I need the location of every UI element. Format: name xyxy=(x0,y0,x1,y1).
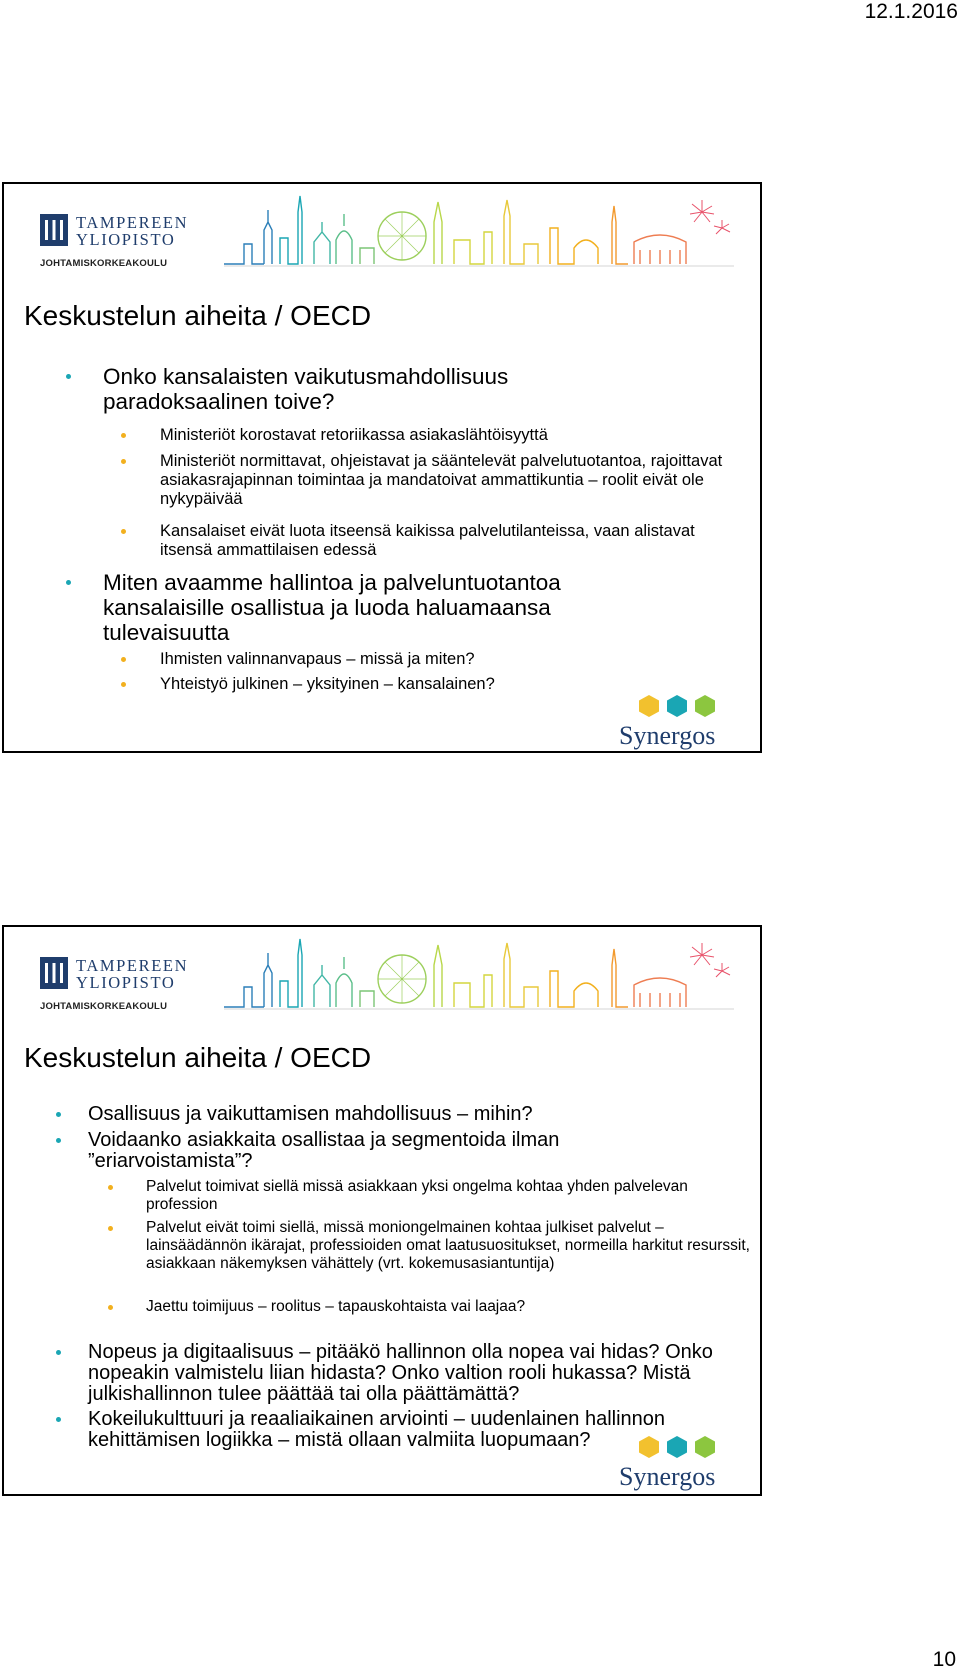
logo-line-2: YLIOPISTO xyxy=(76,230,176,249)
city-skyline-illustration xyxy=(224,935,734,1017)
synergos-wordmark: Synergos xyxy=(619,721,716,750)
logo-unit: JOHTAMISKORKEAKOULU xyxy=(40,1001,168,1012)
bullet-dot-icon xyxy=(108,1226,113,1231)
synergos-logo xyxy=(619,694,739,750)
list-item-text: Nopeus ja digitaalisuus – pitääkö hallinnon olla nopea vai hidas? Onko nopeakin valmistelu liian hidasta? Onko valtion rooli hukassa? Mistä julkishallinnon tulee päättää tai olla päättämättä? xyxy=(88,1341,713,1405)
list-item-text: Onko kansalaisten vaikutusmahdollisuus paradoksaalinen toive? xyxy=(103,364,509,414)
list-item-text: Osallisuus ja vaikuttamisen mahdollisuus – mihin? xyxy=(88,1103,533,1125)
university-emblem-icon xyxy=(40,214,68,246)
slide-2 xyxy=(2,925,762,1496)
synergos-logo xyxy=(619,1435,739,1491)
list-item-text: Jaettu toimijuus – roolitus – tapauskohtaista vai laajaa? xyxy=(146,1298,526,1315)
city-skyline-illustration xyxy=(224,192,734,274)
page-date: 12.1.2016 xyxy=(864,0,958,23)
list-item-text: Palvelut eivät toimi siellä, missä moniongelmainen kohtaa julkiset palvelut – lainsäädännön ikärajat, professioiden omat laatusuositukset, normeilla harkitut resurssit, asiakkaan näkemyksen vähättely (vrt. kokemusasiantuntija) xyxy=(146,1219,750,1272)
logo-line-2: YLIOPISTO xyxy=(76,973,176,992)
logo-unit: JOHTAMISKORKEAKOULU xyxy=(40,258,168,269)
bullet-dot-icon xyxy=(56,1350,61,1355)
list-item-text: Ministeriöt normittavat, ohjeistavat ja sääntelevät palvelutuotantoa, rajoittavat asiakasrajapinnan toimintaa ja mandatoivat ammattikuntia – roolit eivät ole nykypäivää xyxy=(160,452,723,508)
bullet-dot-icon xyxy=(121,657,126,662)
logo-line-1: TAMPEREEN xyxy=(76,213,189,232)
synergos-wordmark: Synergos xyxy=(619,1462,716,1491)
bullet-dot-icon xyxy=(121,529,126,534)
bullet-dot-icon xyxy=(121,682,126,687)
list-item-text: Kokeilukulttuuri ja reaaliaikainen arviointi – uudenlainen hallinnon kehittämisen logiikka – mistä ollaan valmiita luopumaan? xyxy=(88,1408,666,1451)
synergos-hexagons-icon xyxy=(637,1435,721,1459)
bullet-dot-icon xyxy=(121,433,126,438)
bullet-dot-icon xyxy=(121,459,126,464)
list-item-text: Ihmisten valinnanvapaus – missä ja miten? xyxy=(160,650,475,668)
slide-title: Keskustelun aiheita / OECD xyxy=(24,300,372,331)
list-item-text: Voidaanko asiakkaita osallistaa ja segmentoida ilman ”eriarvoistamista”? xyxy=(88,1129,560,1172)
synergos-hexagons-icon xyxy=(637,694,721,718)
bullet-dot-icon xyxy=(66,374,71,379)
bullet-dot-icon xyxy=(56,1417,61,1422)
list-item-text: Miten avaamme hallintoa ja palveluntuotantoa kansalaisille osallistua ja luoda haluamaansa tulevaisuutta xyxy=(103,570,561,645)
university-emblem-icon xyxy=(40,957,68,989)
list-item-text: Kansalaiset eivät luota itseensä kaikissa palvelutilanteissa, vaan alistavat itsensä ammattilaisen edessä xyxy=(160,522,695,559)
bullet-dot-icon xyxy=(108,1185,113,1190)
list-item-text: Ministeriöt korostavat retoriikassa asiakaslähtöisyyttä xyxy=(160,426,548,444)
slide-title: Keskustelun aiheita / OECD xyxy=(24,1042,372,1073)
list-item-text: Yhteistyö julkinen – yksityinen – kansalainen? xyxy=(160,675,495,693)
bullet-dot-icon xyxy=(66,580,71,585)
logo-line-1: TAMPEREEN xyxy=(76,956,189,975)
page-number: 10 xyxy=(932,1648,956,1671)
bullet-dot-icon xyxy=(108,1305,113,1310)
slide-1 xyxy=(2,182,762,753)
bullet-dot-icon xyxy=(56,1112,61,1117)
bullet-dot-icon xyxy=(56,1138,61,1143)
list-item-text: Palvelut toimivat siellä missä asiakkaan yksi ongelma kohtaa yhden palvelevan profession xyxy=(146,1178,688,1213)
